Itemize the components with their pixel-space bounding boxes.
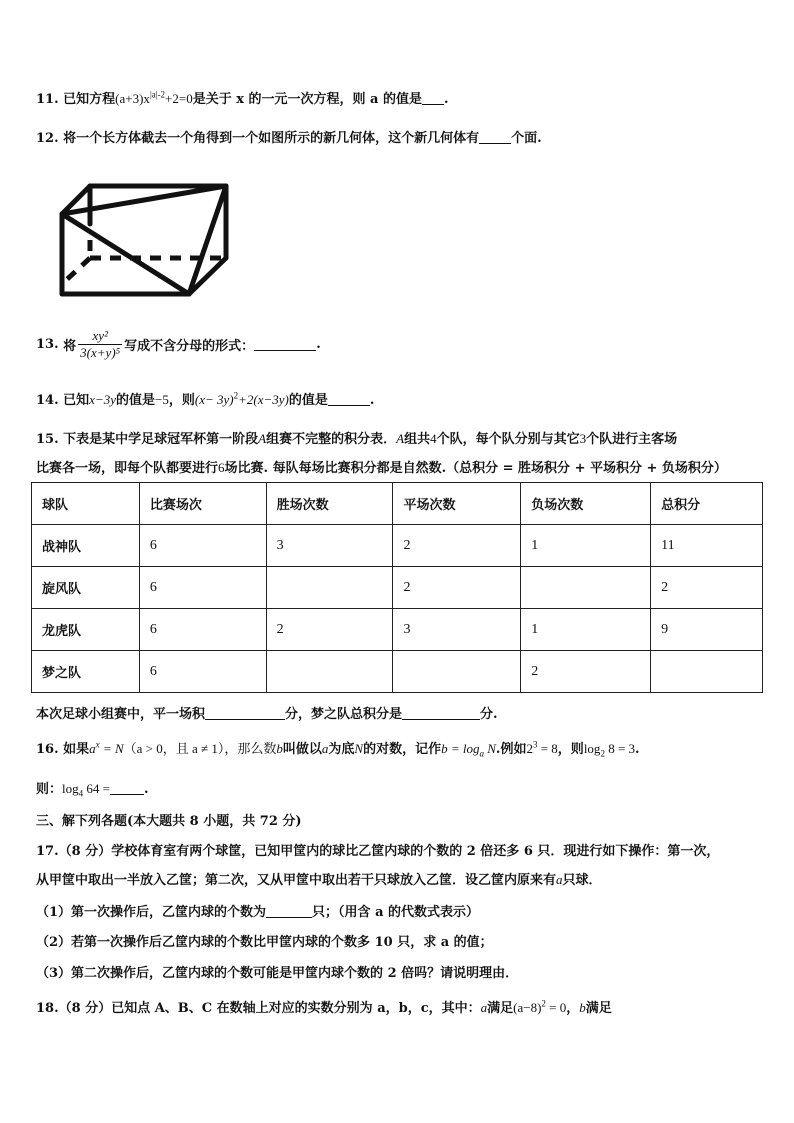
q12-suffix: 个面. xyxy=(511,131,542,146)
q15-number: 15. xyxy=(36,432,59,447)
table-cell: 2 xyxy=(393,567,521,609)
table-cell: 3 xyxy=(266,525,393,567)
q16-question-sub: 4 xyxy=(78,788,84,799)
cut-cuboid-figure xyxy=(56,180,236,300)
q15-text-1d: 个队，每个队分别与其它 xyxy=(436,432,580,447)
question-18 xyxy=(36,997,612,1016)
q14-answer-blank[interactable] xyxy=(328,393,370,406)
q18-number: 18. xyxy=(36,1001,59,1016)
q18-text: （8 分）已知点 A、B、C 在数轴上对应的实数分别为 a，b，c，其中： xyxy=(58,1001,481,1016)
q18-exp: 2 xyxy=(541,998,546,1009)
q18-condition: 满足 xyxy=(487,1001,514,1016)
q17-part1-b: 只；（用含 a 的代数式表示） xyxy=(312,905,480,920)
q14-middle1: 的值是 xyxy=(115,393,155,408)
q13-prefix: 将 xyxy=(63,339,77,354)
q14-expr3: +2(x−3y) xyxy=(238,392,289,407)
q15-text-1a: 下表是某中学足球冠军杯第一阶段 xyxy=(63,432,259,447)
table-header-cell: 负场次数 xyxy=(521,483,651,525)
table-header-cell: 平场次数 xyxy=(393,483,521,525)
question-16-line-2 xyxy=(36,778,149,799)
table-header-cell: 胜场次数 xyxy=(266,483,393,525)
table-cell: 1 xyxy=(521,609,651,651)
team-name-cell: 旋风队 xyxy=(32,567,140,609)
q11-suffix: . xyxy=(444,92,449,107)
table-header-cell: 球队 xyxy=(32,483,140,525)
q11-answer-blank[interactable] xyxy=(422,92,444,105)
q16-var-a: a xyxy=(321,741,329,756)
q16-example-1: 2 xyxy=(526,741,533,756)
q11-prefix: 已知方程 xyxy=(63,92,116,107)
table-row xyxy=(32,525,763,567)
q16-answer-blank[interactable] xyxy=(110,782,144,795)
q15-total-points-blank[interactable] xyxy=(402,707,480,720)
q18-expr2: = 0 xyxy=(545,1000,567,1015)
q16-exp-x: x xyxy=(95,739,100,750)
q18-expr: (a−8) xyxy=(513,1000,542,1015)
table-cell: 2 xyxy=(393,525,521,567)
q12-answer-blank[interactable] xyxy=(479,131,511,144)
q17-var-a: a xyxy=(556,872,563,887)
table-cell: 9 xyxy=(651,609,763,651)
q13-middle: 写成不含分母的形式： xyxy=(124,339,255,354)
q16-definition-n: N xyxy=(484,741,496,756)
q11-number: 11. xyxy=(36,92,59,107)
table-cell: 2 xyxy=(266,609,393,651)
team-name-cell: 梦之队 xyxy=(32,651,140,693)
q16-text-7: . xyxy=(635,742,640,757)
q15-group-a-2: A xyxy=(396,431,405,446)
q16-question-rest: 64 = xyxy=(83,781,110,796)
q11-exponent: |a|-2 xyxy=(149,89,166,100)
q14-suffix: . xyxy=(369,393,375,408)
q18-var-a: a xyxy=(480,1000,488,1015)
q16-var-b: b xyxy=(276,741,283,756)
table-cell-blank[interactable] xyxy=(266,651,393,693)
q15-four: 4 xyxy=(430,431,437,446)
q16-base-a: a xyxy=(89,741,96,756)
q16-eq-n: = N xyxy=(99,741,124,756)
question-15-answer-line xyxy=(36,703,498,722)
q12-number: 12. xyxy=(36,131,59,146)
section-heading: 三、解下列各题(本大题共 8 小题，共 72 分) xyxy=(36,814,302,829)
table-row xyxy=(32,651,763,693)
q16-text-then: 则： xyxy=(36,782,63,797)
table-header-row xyxy=(32,483,763,525)
q11-expr: (a+3)x xyxy=(115,91,150,106)
q16-definition-sub: a xyxy=(479,748,484,759)
q13-fraction xyxy=(78,328,122,361)
q11-expr2: +2=0 xyxy=(165,91,193,106)
question-14 xyxy=(36,389,374,408)
q16-text-5: .例如 xyxy=(495,742,527,757)
q14-number: 14. xyxy=(36,393,59,408)
table-cell: 2 xyxy=(521,651,651,693)
q14-value: −5 xyxy=(155,392,169,407)
q16-example-2b: 8 = 3 xyxy=(604,741,636,756)
q14-expr1: x−3y xyxy=(89,392,116,407)
q18-var-b: b xyxy=(579,1000,586,1015)
q12-text: 将一个长方体截去一个角得到一个如图所示的新几何体，这个新几何体有 xyxy=(63,131,480,146)
q13-numerator: xy² xyxy=(78,328,122,345)
q16-example-2: log xyxy=(583,741,601,756)
table-cell-blank[interactable] xyxy=(266,567,393,609)
q15-draw-points-blank[interactable] xyxy=(205,707,285,720)
q16-example-2-sub: 2 xyxy=(600,748,605,759)
table-header-cell: 比赛场次 xyxy=(139,483,266,525)
q16-number: 16. xyxy=(36,742,59,757)
question-11 xyxy=(36,88,449,107)
score-table xyxy=(31,482,763,693)
q11-middle: 是关于 x 的一元一次方程，则 a 的值是 xyxy=(192,92,422,107)
q13-suffix: . xyxy=(316,337,321,352)
q16-question-log: log xyxy=(62,781,79,796)
q16-var-n: N xyxy=(354,741,364,756)
q17-text-1: （8 分）学校体育室有两个球筐，已知甲筐内的球比乙筐内球的个数的 2 倍还多 6 只．现进行如下操作：第一次， xyxy=(58,844,720,859)
q15-text-1e: 个队进行主客场 xyxy=(586,432,678,447)
q15-group-a: A xyxy=(258,431,267,446)
table-cell: 6 xyxy=(139,525,266,567)
table-header-cell: 总积分 xyxy=(651,483,763,525)
q15-three: 3 xyxy=(579,431,587,446)
q17-text-2b: 只球． xyxy=(562,873,602,888)
q16-text-3: 为底 xyxy=(328,742,355,757)
table-cell-blank[interactable] xyxy=(521,567,651,609)
q18-tail: ， xyxy=(566,1001,580,1016)
question-16-line-1 xyxy=(36,738,640,759)
q15-text-1b: 组赛不完整的积分表． xyxy=(266,432,397,447)
q16-condition: （a > 0，且 a ≠ 1），那么数 xyxy=(123,741,277,756)
question-17-part-1 xyxy=(36,901,479,920)
table-cell-blank[interactable] xyxy=(393,651,521,693)
table-cell: 3 xyxy=(393,609,521,651)
q17-part1-blank[interactable] xyxy=(266,905,312,918)
q16-question-end: . xyxy=(143,782,149,797)
q16-example-1-exp: 3 xyxy=(532,739,538,750)
q16-text-4: 的对数，记作 xyxy=(363,742,442,757)
team-name-cell: 战神队 xyxy=(32,525,140,567)
table-row xyxy=(32,567,763,609)
q14-expr2: (x− 3y) xyxy=(194,392,234,407)
table-cell: 6 xyxy=(139,609,266,651)
question-12 xyxy=(36,127,542,146)
q15-after-c: 分. xyxy=(480,707,498,722)
q17-text-2a: 从甲筐中取出一半放入乙筐；第二次，又从甲筐中取出若干只球放入乙筐．设乙筐内原来有 xyxy=(36,873,557,888)
q13-number: 13. xyxy=(36,337,59,352)
q16-example-1b: = 8 xyxy=(537,741,558,756)
q16-text-2: 叫做以 xyxy=(282,742,322,757)
q17-number: 17. xyxy=(36,844,59,859)
table-cell: 6 xyxy=(139,651,266,693)
team-name-cell: 龙虎队 xyxy=(32,609,140,651)
q14-prefix: 已知 xyxy=(63,393,90,408)
q16-definition: b = log xyxy=(441,741,480,756)
q14-middle3: 的值是 xyxy=(288,393,328,408)
q13-denominator: 3(x+y)⁵ xyxy=(80,345,121,360)
table-cell: 6 xyxy=(139,567,266,609)
table-cell: 11 xyxy=(651,525,763,567)
q15-text-2b: 场比赛. 每队每场比赛积分都是自然数.（总积分 = 胜场积分 + 平场积分 + 负场积分） xyxy=(224,461,727,476)
q17-part1-a: （1）第一次操作后，乙筐内球的个数为 xyxy=(36,905,267,920)
q14-middle2: ，则 xyxy=(168,393,195,408)
q15-after-b: 分，梦之队总积分是 xyxy=(285,707,403,722)
q14-exponent: 2 xyxy=(233,390,239,401)
q15-six: 6 xyxy=(218,460,225,475)
q18-tail2: 满足 xyxy=(585,1001,612,1016)
q16-text-1: 如果 xyxy=(63,742,90,757)
question-17-part-2: （2）若第一次操作后乙筐内球的个数比甲筐内球的个数多 10 只，求 a 的值； xyxy=(36,935,493,950)
question-17-line-2 xyxy=(36,869,602,888)
question-17-line-1 xyxy=(36,840,719,859)
q15-after-a: 本次足球小组赛中，平一场积 xyxy=(36,707,206,722)
table-cell-blank[interactable] xyxy=(651,651,763,693)
table-row xyxy=(32,609,763,651)
q16-text-6: ，则 xyxy=(557,742,584,757)
q13-answer-blank[interactable] xyxy=(254,338,316,351)
question-15-line-2 xyxy=(36,457,727,476)
question-17-part-3: （3）第二次操作后，乙筐内球的个数可能是甲筐内球个数的 2 倍吗？请说明理由． xyxy=(36,966,519,981)
table-cell: 2 xyxy=(651,567,763,609)
q15-text-2a: 比赛各一场，即每个队都要进行 xyxy=(36,461,219,476)
table-cell: 1 xyxy=(521,525,651,567)
q15-text-1c: 组共 xyxy=(404,432,431,447)
question-15-line-1 xyxy=(36,428,677,447)
question-13 xyxy=(36,328,321,361)
